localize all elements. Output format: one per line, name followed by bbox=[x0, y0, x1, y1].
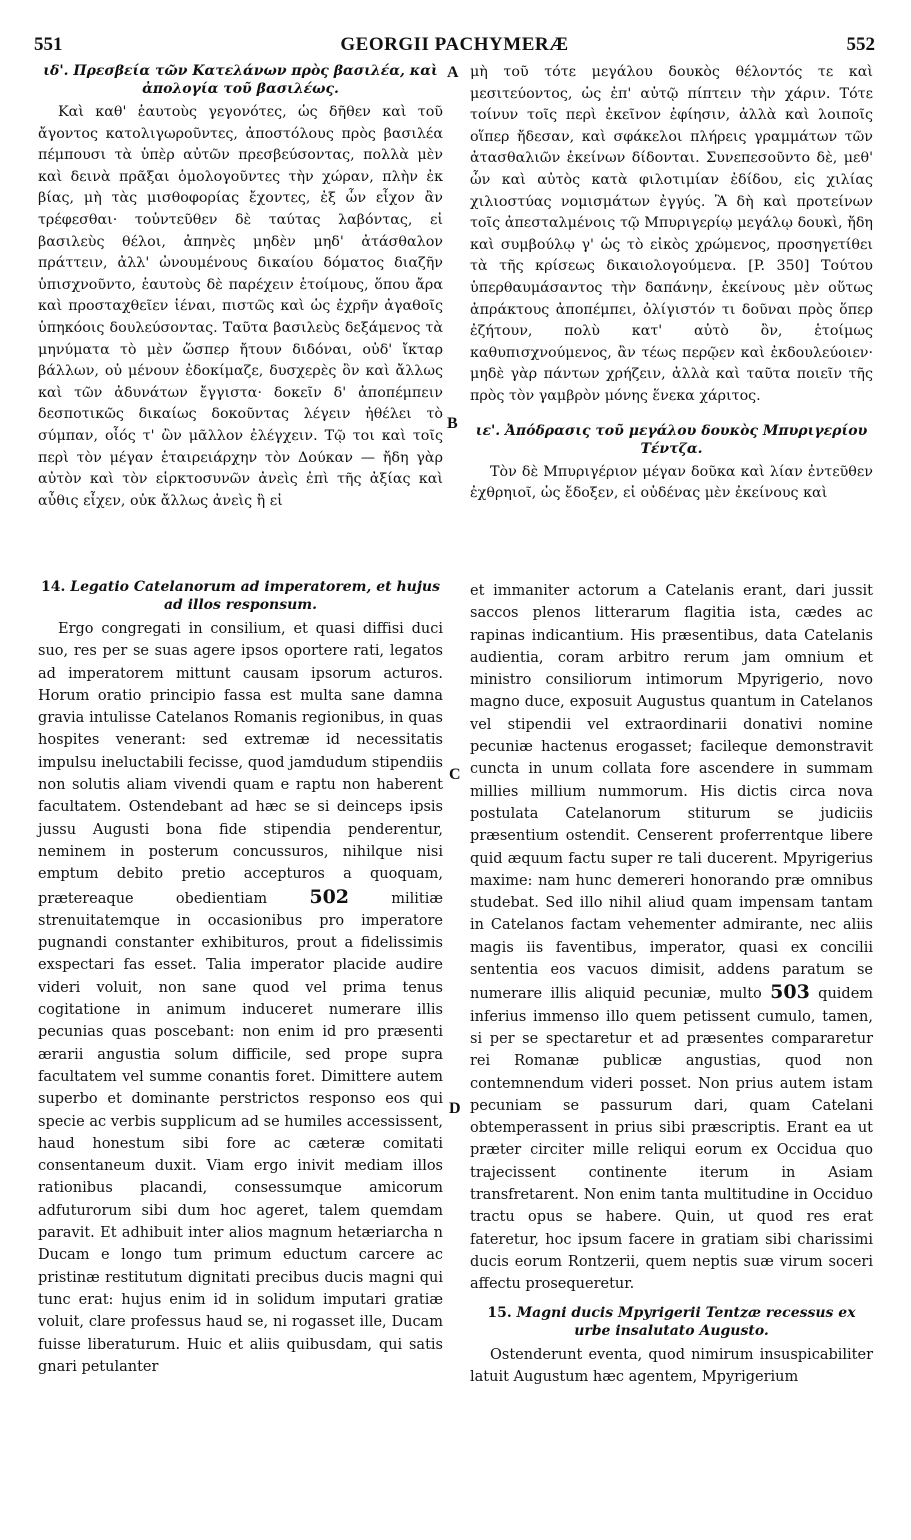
latin-text: militiæ strenuitatemque in occasionibus pro imperatore pugnandi constanter exhibituros, prout a fidelissimis exspectari fas esset. Talia imperator placide audire videri voluit, non sane quod vel prima tenus cogitatione in animum induceret numerare illis pecunias quas poscebant: non enim id pro præsenti ærarii angustia solum difficile, sed prope supra facultatem vel summe conantis foret. Dimittere autem superbo et dominante perstrictos responso eos qui specie ac verbis supplicum ad se humiles accessissent, haud honestum sibi fore ac cæteræ comitati consentaneum duxit. Viam ergo inivit mediam illos rationibus placandi, consessumque amicorum adfuturorum sibi dum hoc ageret, talem quemdam paravit. Et adhibuit inter alios magnum hetæriarcha n Ducam e longo tum primum eductum carcere ac pristinæ restitutum dignitati precibus ducis magni qui tunc erat: hujus enim id in solidum imputari gratiæ voluit, clare professus haud se, ni rogasset ille, Ducam fuisse liberaturum. Huic et aliis quibusdam, qui satis gnari petulanter bbox=[38, 890, 443, 1375]
latin-paragraph-left bbox=[38, 618, 443, 1378]
latin-column-right bbox=[470, 580, 873, 1388]
greek-column-left bbox=[38, 62, 443, 512]
running-title: GEORGII PACHYMERÆ bbox=[340, 34, 569, 55]
page-number-right: 552 bbox=[846, 34, 875, 55]
latin-section-heading-15 bbox=[470, 1304, 873, 1340]
greek-section-heading-14: ιδ'. Πρεσβεία τῶν Κατελάνων πρὸς βασιλέα, καὶ ἀπολογία τοῦ βασιλέως. bbox=[43, 63, 438, 97]
greek-paragraph-left: Καὶ καθ' ἑαυτοὺς γεγονότες, ὡς δῆθεν καὶ τοῦ ἄγοντος κατολιγωροῦντες, ἀποστόλους πρὸς βασιλέα πέμπουσι τὰ ὑπὲρ αὐτῶν πρεσβεύσοντας, πολλὰ μὲν καὶ δεινὰ πρᾶξαι ὁμολογοῦντες τὴν χώραν, πλὴν ἐκ βίας, μὴ τὰς μισθοφορίας ἔχοντες, ἐξ ὧν εἶχον ἂν τρέφεσθαι· τοὐντεῦθεν δὲ ταύτας λαβόντας, εἰ βασιλεὺς θέλοι, ἀπηνὲς μηδὲν μηδ' ἀτάσθαλον πράττειν, ἀλλ' ὠνουμένους δικαίου δόματος διαζῆν ὑπισχνοῦντο, ἑαυτοὺς δὲ παρέχειν ἑτοίμους, ὅπου ἄρα καὶ προσταχθεῖεν ἰέναι, πιστῶς καὶ ὡς ἐχρῆν ἀγαθοῖς ὑπηκόοις δουλεύσοντας. Ταῦτα βασιλεὺς δεξάμενος τὰ μηνύματα τὸ μὲν ὥσπερ ἤτουν διδόναι, οὐδ' ἴκταρ βάλλων, οὐ μένουν ἐδοκίμαζε, δυσχερὲς ὂν καὶ ἄλλως καὶ τῶν ἀδυνάτων ἔγγιστα· δοκεῖν δ' ἀποπέμπειν δεσποτικῶς δικαίως δοκοῦντας λέγειν ἠθέλει τὸ σύμπαν, οἷός τ' ὢν μᾶλλον ἐλέγχειν. Τῷ τοι καὶ τοῖς περὶ τὸν μέγαν ἑταιρειάρχην τὸν Δούκαν — ἤδη γὰρ αὐτὸν καὶ τὸν εἱρκτοσυνῶν ἀνεὶς ἐπὶ τῆς ἀξίας καὶ αὖθις εἶχεν, οὐκ ἄλλως ἀνεὶς ἢ εἰ bbox=[38, 104, 443, 509]
latin-text: et immaniter actorum a Catelanis erant, dari jussit saccos plenos litterarum flagitia ista, cædes ac rapinas indicantium. His præsentibus, data Catelanis audientia, coram arbitro rerum jam omnium et ministro consiliorum intimorum Mpyrigerio, novo magno duce, exposuit Augustus quantum in Catelanos vel stipendii vel extraordinarii donativi nomine pecuniæ hactenus erogasset; facileque demonstravit cuncta in unum collata fore ascendere in summam millies millium nummorum. His dictis circa nova postulata Catelanorum stiturum se judiciis præsentium ostendit. Censerent proferrentque libere quid æquum factu super re tali ducerent. Mpyrigerius maxime: nam hunc demereri honorando præ omnibus studebat. Sed illo nihil aliud quam impensam tantam in Catelanos factam vehementer admirante, nec aliis magis iis faventibus, imperator, quasi ex concilii sententia eos vacuos dimisit, addens paratum se numerare illis aliquid pecuniæ, multo bbox=[470, 583, 873, 1003]
latin-section-heading-14 bbox=[38, 578, 443, 614]
margin-marker-c: C bbox=[449, 766, 461, 783]
latin-paragraph-right-1 bbox=[470, 580, 873, 1296]
greek-paragraph-right-1: μὴ τοῦ τότε μεγάλου δουκὸς θέλοντός τε καὶ μεσιτεύοντος, ὡς ἐπ' αὐτῷ πίπτειν τὴν χάριν. Τότε τοίνυν τοῖς περὶ ἐκεῖνον ἐφίησιν, ἀλλὰ καὶ λοιποῖς οἵπερ ἤδεσαν, καὶ σφάκελοι πλήρεις γραμμάτων τῶν ἀτασθαλιῶν ἐκείνων δίδονται. Συνεπεσοῦντο δὲ, μεθ' ὧν καὶ αὐτὸς κατὰ φιλοτιμίαν ἐδίδου, εἰς χιλίας χιλιοστύας νομισμάτων ἐγγύς. Ἃ δὴ καὶ προτείνων τοῖς ἀπεσταλμένοις τῷ Μπυριγερίῳ μεγάλῳ δουκὶ, ἤδη καὶ συμβούλῳ γ' ὡς τὸ εἰκὸς χρώμενος, προσηγετίθει τὰ τῆς κρίσεως δικαιολογούμενα. [P. 350] Τούτου ὑπερθαυμάσαντος τὴν δαπάνην, ἐκείνους μὲν οὕτως ἀπράκτους ἀποπέμπει, ὀλίγιστόν τι δοῦναι πρὸς ὅπερ ἐζήτουν, πολὺ κατ' αὐτὸ ὂν, ἑτοίμως καθυπισχνούμενος, ἂν τέως περῷεν καὶ ἐκδουλεύοιεν· μηδὲ γὰρ πάντων χρήζειν, ἀλλὰ καὶ ταῦτα ποιεῖν τῆς πρὸς τὸν γαμβρὸν μόνης ἕνεκα χάριτος. bbox=[470, 64, 873, 404]
greek-section-heading-15: ιε'. Ἀπόδρασις τοῦ μεγάλου δουκὸς Μπυριγερίου Τέντζα. bbox=[475, 422, 868, 457]
latin-paragraph-right-2: Ostenderunt eventa, quod nimirum insuspicabiliter latuit Augustum hæc agentem, Mpyrigerium bbox=[470, 1346, 873, 1385]
edition-page-number: 503 bbox=[770, 981, 810, 1004]
page-number-left: 551 bbox=[34, 34, 63, 55]
section-number: 14. bbox=[41, 579, 66, 595]
margin-marker-a: A bbox=[447, 64, 459, 81]
section-title: Magni ducis Mpyrigerii Tentzæ recessus ex urbe insalutato Augusto. bbox=[516, 1304, 856, 1339]
latin-column-left bbox=[38, 578, 443, 1378]
latin-text: Ergo congregati in consilium, et quasi diffisi duci suo, res per se suas agere ipsos oportere rati, legatos ad imperatorem mittunt causam ipsorum acturos. Horum oratio principio fassa est multa sane damna gravia intulisse Catelanos Romanis regionibus, in quas hospites venerant: sed extremæ id necessitatis impulsu ineluctabili fecisse, quod jamdudum stipendiis non solutis aliam vivendi quam e raptu non haberent facultatem. Ostendebant ad hæc se si deinceps ipsis jussu Augusti bona fide stipendia penderentur, neminem in posterum concussuros, nihilque nisi emptum debito pretio accepturos a quoquam, prætereaque obedientiam bbox=[38, 621, 443, 907]
edition-page-number: 502 bbox=[309, 885, 350, 908]
margin-marker-b: B bbox=[447, 415, 458, 432]
margin-marker-d: D bbox=[449, 1100, 461, 1117]
section-number: 15. bbox=[487, 1304, 512, 1321]
greek-column-right bbox=[470, 62, 873, 505]
running-header bbox=[34, 34, 875, 60]
greek-paragraph-right-2: Τὸν δὲ Μπυριγέριον μέγαν δοῦκα καὶ λίαν ἐντεῦθεν ἐχθρηιοῖ, ὡς ἔδοξεν, εἰ οὐδένας μὲν ἐκείνους καὶ bbox=[470, 463, 873, 502]
latin-text: quidem inferius immenso illo quem petissent cumulo, tamen, si per se spectaretur et ad præsentes compararetur rei Romanæ publicæ angustias, quod non contemnendum videri posset. Non prius autem istam pecuniam se passurum dari, quam Catelani obtemperassent in prius sibi præscriptis. Erant ea ut præter circiter mille reliqui eorum ex Occidua quo trajecissent continente iterum in Asiam transfretarent. Non enim tanta multitudine in Occiduo tractu opus se habere. Quin, ut quod res erat fateretur, hoc ipsum facere in gratiam sibi charissimi ducis eorum Rontzerii, quem neptis suæ virum soceri affectu prosequeretur. bbox=[470, 986, 874, 1293]
section-title: Legatio Catelanorum ad imperatorem, et hujus ad illos responsum. bbox=[70, 579, 440, 613]
spacer bbox=[470, 408, 873, 422]
spacer bbox=[470, 1296, 873, 1304]
